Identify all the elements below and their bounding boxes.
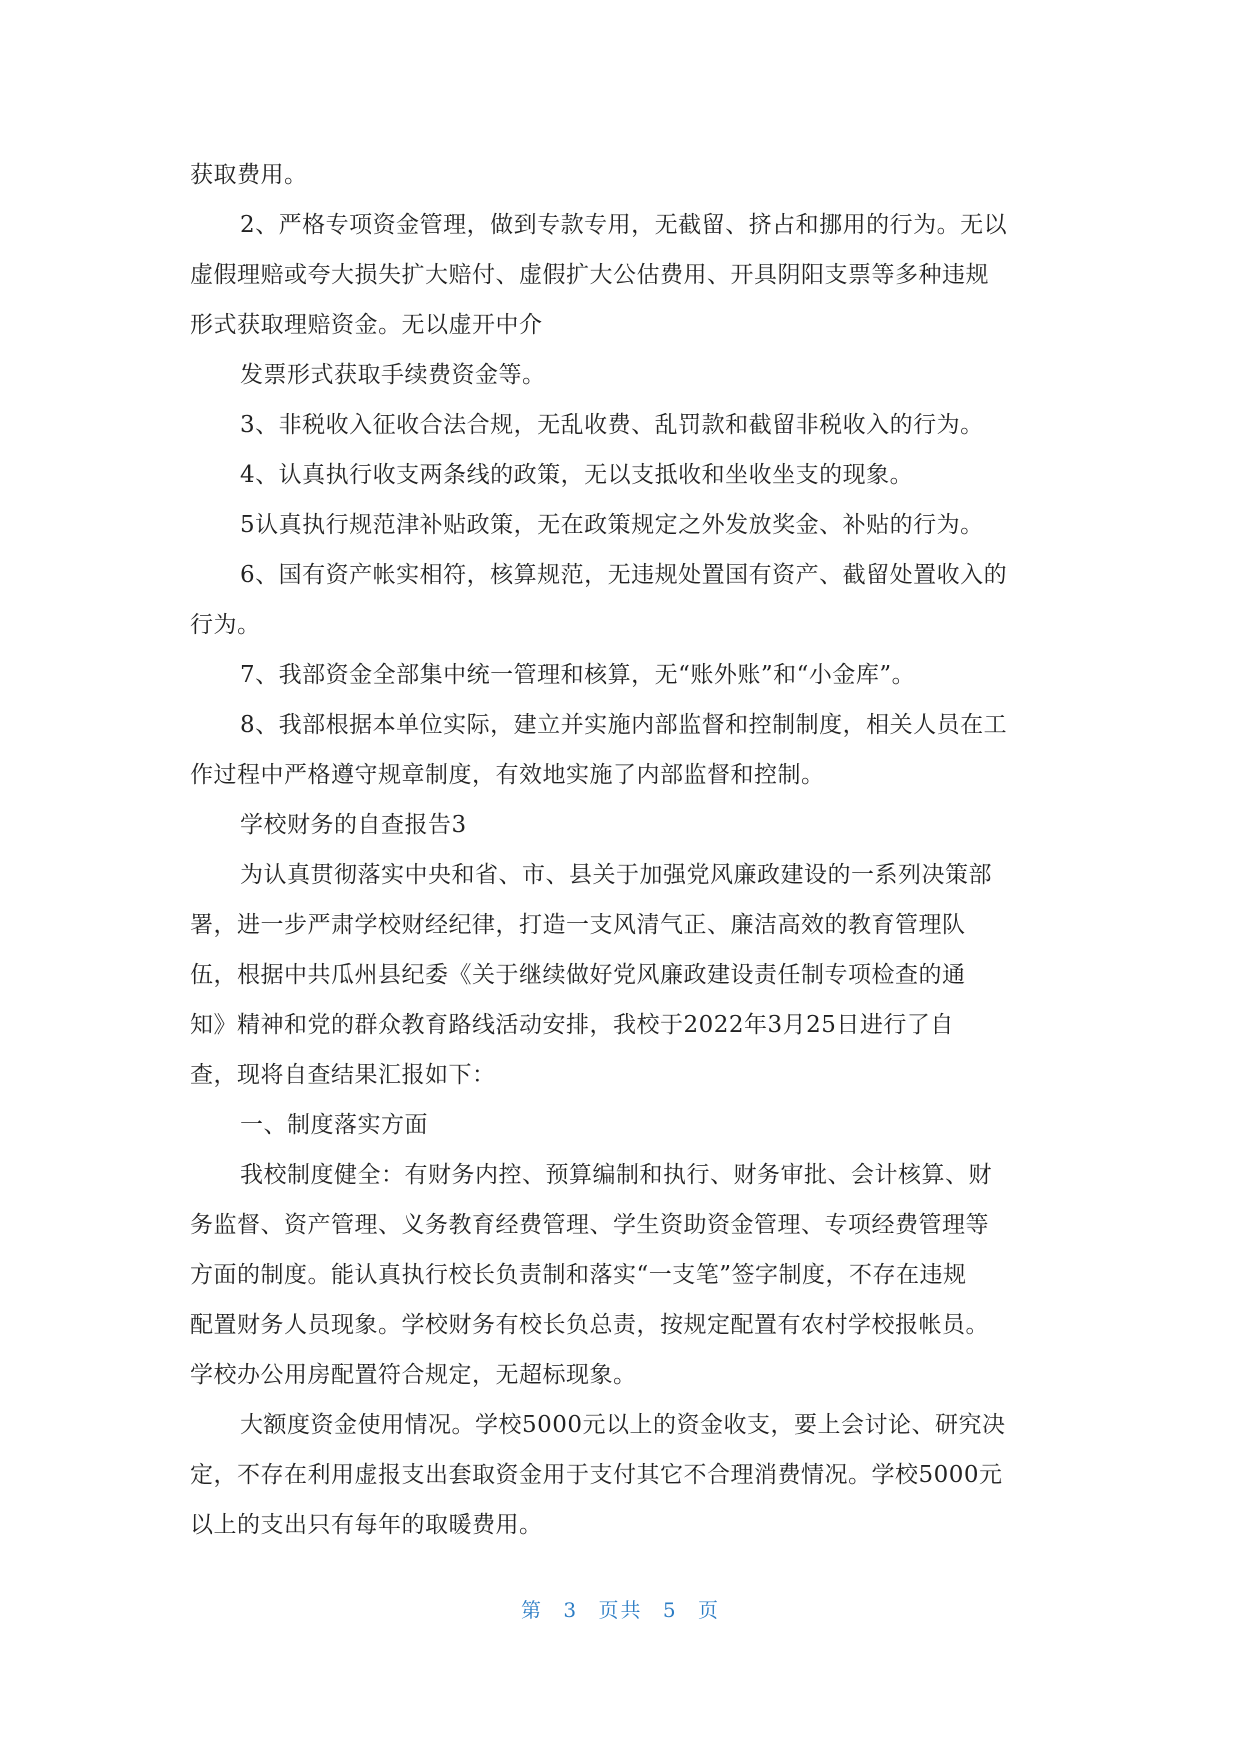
text-line: 5认真执行规范津补贴政策，无在政策规定之外发放奖金、补贴的行为。 xyxy=(240,512,984,538)
text-line: 2、严格专项资金管理，做到专款专用，无截留、挤占和挪用的行为。无以 xyxy=(240,212,1008,238)
text-line: 8、我部根据本单位实际，建立并实施内部监督和控制制度，相关人员在工 xyxy=(240,712,1008,738)
footer-label-ye: 页 xyxy=(697,1598,720,1622)
text-line: 行为。 xyxy=(190,612,261,638)
text-line: 大额度资金使用情况。学校5000元以上的资金收支，要上会讨论、研究决 xyxy=(240,1412,1006,1438)
footer-label-ye-gong: 页共 xyxy=(598,1598,643,1622)
text-line: 方面的制度。能认真执行校长负责制和落实“一支笔”签字制度，不存在违规 xyxy=(190,1262,967,1288)
text-line: 署，进一步严肃学校财经纪律，打造一支风清气正、廉洁高效的教育管理队 xyxy=(190,912,966,938)
text-line: 伍，根据中共瓜州县纪委《关于继续做好党风廉政建设责任制专项检查的通 xyxy=(190,962,966,988)
text-line: 知》精神和党的群众教育路线活动安排，我校于2022年3月25日进行了自 xyxy=(190,1012,954,1038)
text-line: 为认真贯彻落实中央和省、市、县关于加强党风廉政建设的一系列决策部 xyxy=(240,862,992,888)
footer-label-di: 第 xyxy=(521,1598,544,1622)
current-page-number: 3 xyxy=(563,1598,579,1622)
text-line: 3、非税收入征收合法合规，无乱收费、乱罚款和截留非税收入的行为。 xyxy=(240,412,984,438)
text-line: 7、我部资金全部集中统一管理和核算，无“账外账”和“小金库”。 xyxy=(240,662,916,688)
text-line: 6、国有资产帐实相符，核算规范，无违规处置国有资产、截留处置收入的 xyxy=(240,562,1008,588)
text-line: 虚假理赔或夸大损失扩大赔付、虚假扩大公估费用、开具阴阳支票等多种违规 xyxy=(190,262,989,288)
section-title: 学校财务的自查报告3 xyxy=(240,812,467,838)
text-line: 获取费用。 xyxy=(190,162,308,188)
text-line: 定，不存在利用虚报支出套取资金用于支付其它不合理消费情况。学校5000元 xyxy=(190,1462,1003,1488)
text-line: 发票形式获取手续费资金等。 xyxy=(240,362,546,388)
text-line: 配置财务人员现象。学校财务有校长负总责，按规定配置有农村学校报帐员。 xyxy=(190,1312,989,1338)
text-line: 查，现将自查结果汇报如下： xyxy=(190,1062,496,1088)
text-line: 4、认真执行收支两条线的政策，无以支抵收和坐收坐支的现象。 xyxy=(240,462,914,488)
page-number-footer xyxy=(0,1594,1241,1623)
total-pages-number: 5 xyxy=(662,1598,678,1622)
section-heading: 一、制度落实方面 xyxy=(240,1112,428,1138)
text-line: 我校制度健全：有财务内控、预算编制和执行、财务审批、会计核算、财 xyxy=(240,1162,992,1188)
text-line: 作过程中严格遵守规章制度，有效地实施了内部监督和控制。 xyxy=(190,762,825,788)
text-line: 学校办公用房配置符合规定，无超标现象。 xyxy=(190,1362,637,1388)
text-line: 形式获取理赔资金。无以虚开中介 xyxy=(190,312,543,338)
text-line: 务监督、资产管理、义务教育经费管理、学生资助资金管理、专项经费管理等 xyxy=(190,1212,989,1238)
text-line: 以上的支出只有每年的取暖费用。 xyxy=(190,1512,543,1538)
